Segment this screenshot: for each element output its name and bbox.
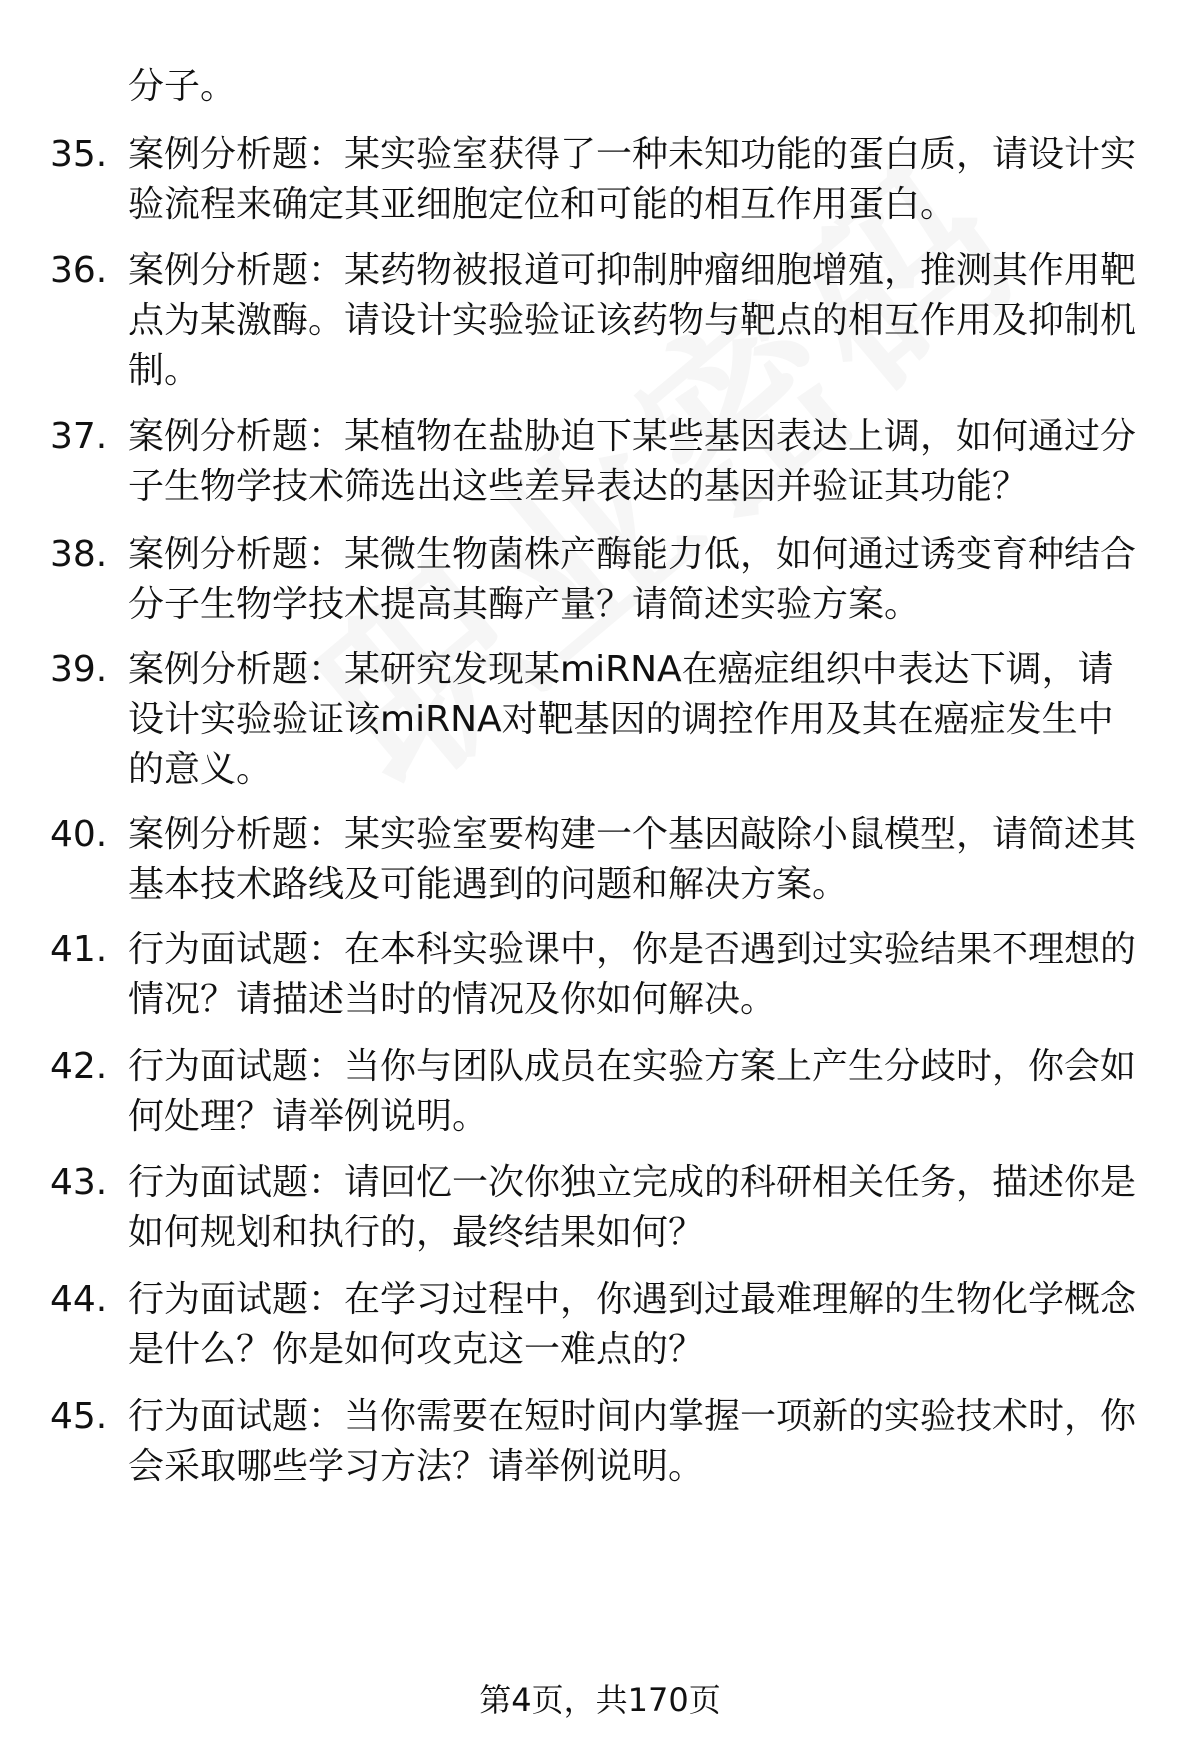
question-text: 案例分析题：某药物被报道可抑制肿瘤细胞增殖，推测其作用靶点为某激酶。请设计实验验证该药物与靶点的相互作用及抑制机制。	[128, 250, 1137, 391]
question-text: 案例分析题：某实验室获得了一种未知功能的蛋白质，请设计实验流程来确定其亚细胞定位和可能的相互作用蛋白。	[128, 134, 1137, 225]
question-text: 行为面试题：当你需要在短时间内掌握一项新的实验技术时，你会采取哪些学习方法？请举例说明。	[128, 1396, 1137, 1487]
question-number: 39.	[50, 649, 108, 690]
question-text: 行为面试题：请回忆一次你独立完成的科研相关任务，描述你是如何规划和执行的，最终结果如何？	[128, 1162, 1137, 1253]
question-text: 案例分析题：某实验室要构建一个基因敲除小鼠模型，请简述其基本技术路线及可能遇到的问题和解决方案。	[128, 814, 1137, 905]
page-footer: 第4页，共170页	[479, 1681, 721, 1719]
question-text: 案例分析题：某研究发现某miRNA在癌症组织中表达下调，请设计实验验证该miRNA对靶基因的调控作用及其在癌症发生中的意义。	[128, 649, 1114, 790]
question-number: 42.	[50, 1046, 108, 1087]
question-number: 35.	[50, 134, 108, 175]
question-number: 43.	[50, 1162, 108, 1203]
question-number: 38.	[50, 534, 108, 575]
question-text: 案例分析题：某微生物菌株产酶能力低，如何通过诱变育种结合分子生物学技术提高其酶产量？请简述实验方案。	[128, 534, 1137, 625]
question-number: 36.	[50, 250, 108, 291]
question-number: 37.	[50, 416, 108, 457]
question-number: 45.	[50, 1396, 108, 1437]
question-number: 41.	[50, 929, 108, 970]
question-text: 行为面试题：在学习过程中，你遇到过最难理解的生物化学概念是什么？你是如何攻克这一难点的？	[128, 1279, 1137, 1370]
question-number: 40.	[50, 814, 108, 855]
question-number: 44.	[50, 1279, 108, 1320]
continued-text: 分子。	[128, 66, 237, 107]
question-text: 案例分析题：某植物在盐胁迫下某些基因表达上调，如何通过分子生物学技术筛选出这些差异表达的基因并验证其功能？	[128, 416, 1137, 507]
question-text: 行为面试题：在本科实验课中，你是否遇到过实验结果不理想的情况？请描述当时的情况及你如何解决。	[128, 929, 1137, 1020]
question-text: 行为面试题：当你与团队成员在实验方案上产生分歧时，你会如何处理？请举例说明。	[128, 1046, 1137, 1137]
